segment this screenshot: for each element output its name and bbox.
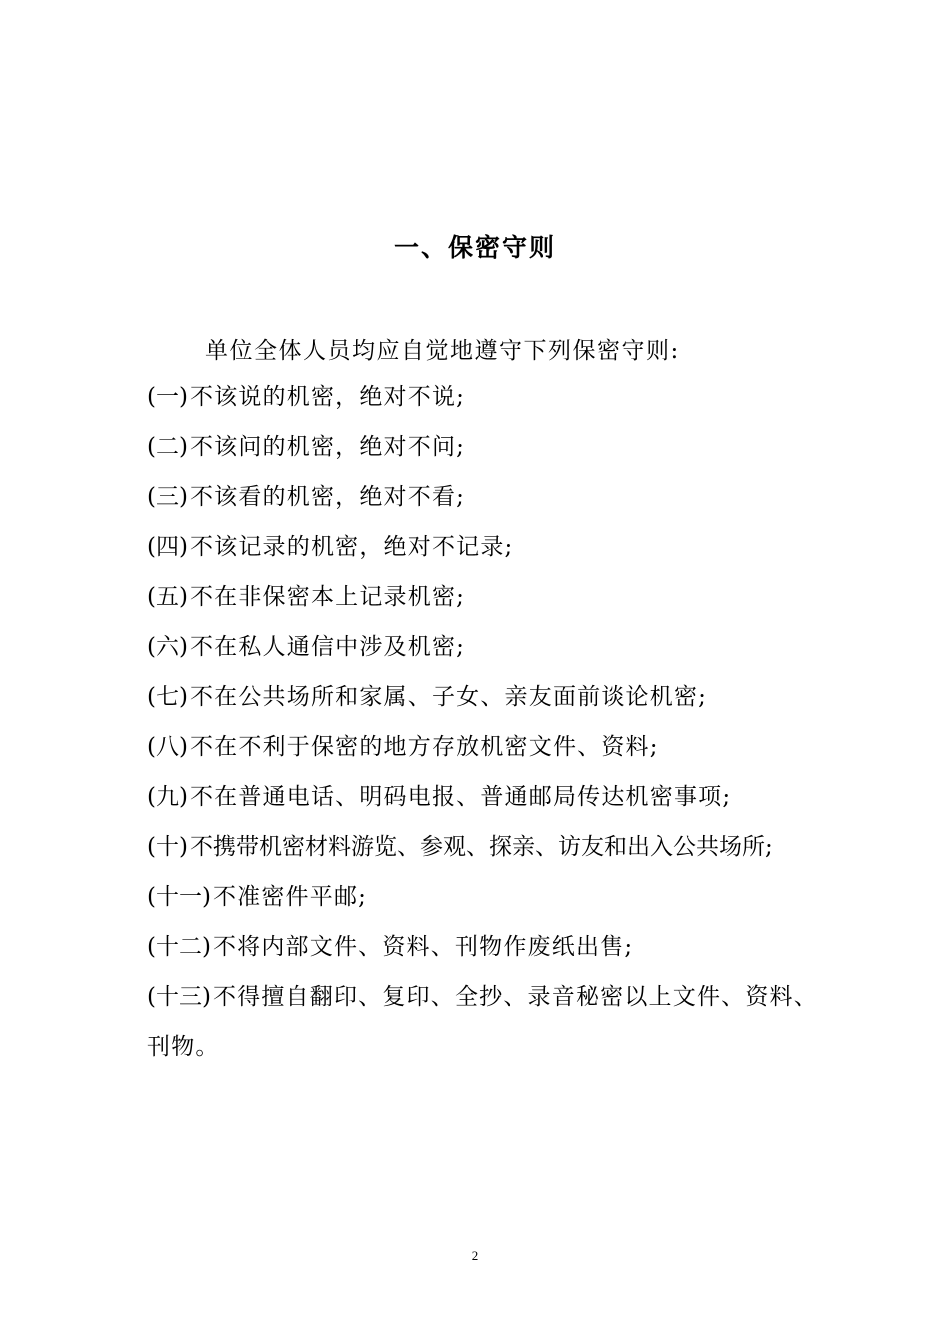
page-title: 一、保密守则: [393, 233, 556, 262]
rule-text: 不该说的机密，绝对不说;: [189, 384, 466, 410]
rule-marker: (十二): [147, 934, 211, 960]
rule-text: 不该看的机密，绝对不看;: [189, 484, 466, 510]
rule-marker: (十): [147, 834, 188, 860]
rule-item-10: [147, 829, 837, 879]
rule-text: 不得擅自翻印、复印、全抄、录音秘密以上文件、资料、刊物。: [147, 984, 818, 1060]
rule-item-8: [147, 729, 837, 779]
rule-text: 不在公共场所和家属、子女、亲友面前谈论机密;: [189, 684, 708, 710]
rule-marker: (十一): [147, 884, 211, 910]
rule-marker: (二): [147, 434, 188, 460]
rule-item-13: [147, 972, 837, 1072]
intro-paragraph: 单位全体人员均应自觉地遵守下列保密守则:: [205, 338, 680, 364]
rule-text: 不该记录的机密，绝对不记录;: [189, 534, 514, 560]
rule-item-5: [147, 579, 837, 629]
rule-text: 不在私人通信中涉及机密;: [189, 634, 466, 660]
rule-item-1: [147, 379, 837, 429]
rule-item-6: [147, 629, 837, 679]
rules-list: [147, 379, 837, 1072]
rule-item-4: [147, 529, 837, 579]
rule-marker: (十三): [147, 984, 211, 1010]
rule-item-2: [147, 429, 837, 479]
rule-text: 不携带机密材料游览、参观、探亲、访友和出入公共场所;: [189, 834, 773, 860]
rule-text: 不将内部文件、资料、刊物作废纸出售;: [212, 934, 634, 960]
rule-marker: (九): [147, 784, 188, 810]
rule-text: 不在非保密本上记录机密;: [189, 584, 466, 610]
rule-text: 不在不利于保密的地方存放机密文件、资料;: [189, 734, 659, 760]
rule-marker: (六): [147, 634, 188, 660]
rule-marker: (八): [147, 734, 188, 760]
rule-text: 不在普通电话、明码电报、普通邮局传达机密事项;: [189, 784, 732, 810]
rule-text: 不该问的机密，绝对不问;: [189, 434, 466, 460]
rule-marker: (四): [147, 534, 188, 560]
rule-marker: (五): [147, 584, 188, 610]
page-number: 2: [471, 1248, 479, 1263]
rule-item-11: [147, 879, 837, 929]
rule-item-7: [147, 679, 837, 729]
rule-item-3: [147, 479, 837, 529]
rule-marker: (三): [147, 484, 188, 510]
rule-text: 不准密件平邮;: [212, 884, 368, 910]
rule-item-9: [147, 779, 837, 829]
rule-marker: (一): [147, 384, 188, 410]
rule-marker: (七): [147, 684, 188, 710]
